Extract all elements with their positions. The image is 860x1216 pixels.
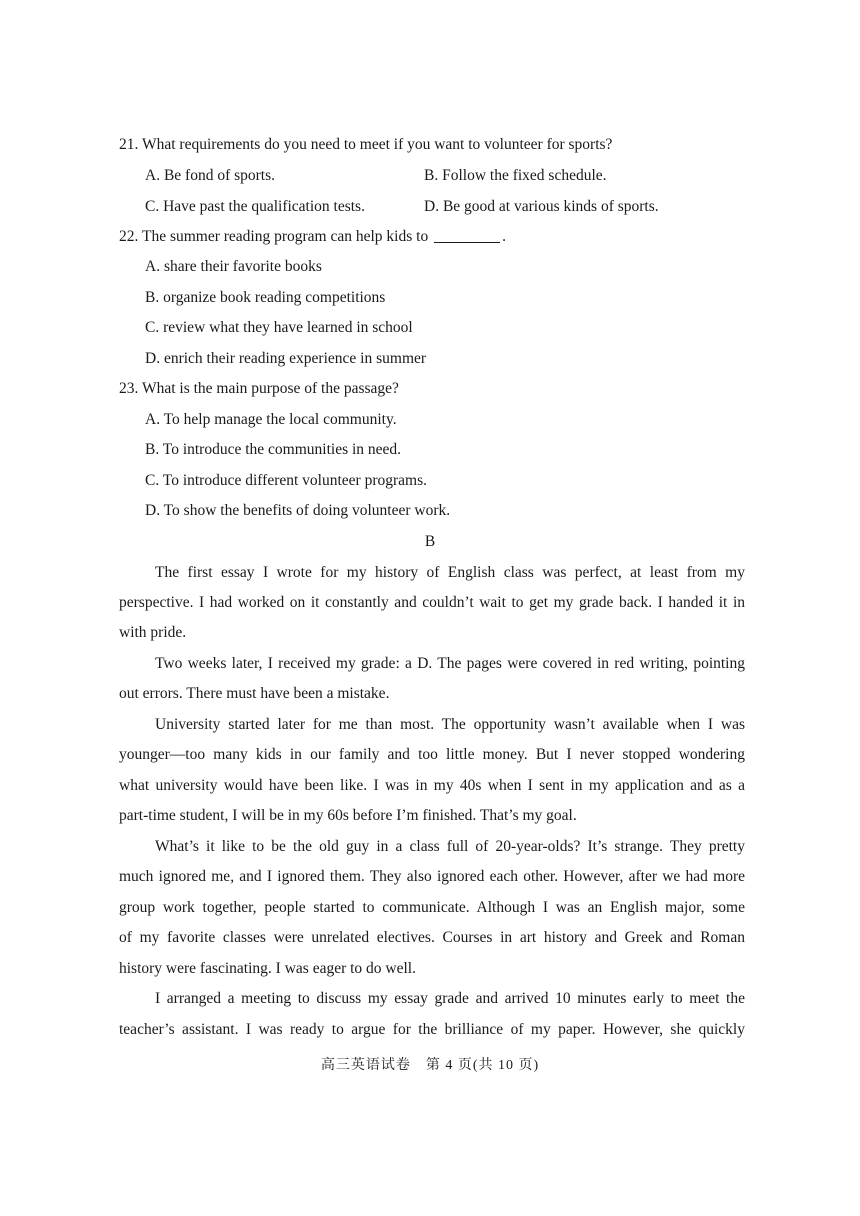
answer-blank — [434, 228, 500, 243]
passage-p1-line3: with pride. — [119, 624, 187, 641]
passage-p4-line1: What’s it like to be the old guy in a class full of 20-year-olds? It’s strange. They pretty — [155, 838, 745, 855]
passage-p5-line1: I arranged a meeting to discuss my essay grade and arrived 10 minutes early to meet the — [155, 990, 745, 1007]
question-22-stem-text: 22. The summer reading program can help kids to — [119, 228, 433, 245]
passage-p3-line1: University started later for me than most. The opportunity wasn’t available when I was — [155, 716, 745, 733]
passage-p2-line2: out errors. There must have been a mistake. — [119, 685, 390, 702]
question-23-option-d: D. To show the benefits of doing volunteer work. — [145, 502, 451, 519]
passage-p3-line3: what university would have been like. I was in my 40s when I sent in my application and as a — [119, 777, 745, 794]
passage-p3-line2: younger—too many kids in our family and too little money. But I never stopped wondering — [119, 746, 745, 763]
question-23-option-c: C. To introduce different volunteer programs. — [145, 472, 428, 489]
passage-p4-line5: history were fascinating. I was eager to do well. — [119, 960, 416, 977]
question-22-option-b: B. organize book reading competitions — [145, 289, 386, 306]
passage-p2-line1: Two weeks later, I received my grade: a D. The pages were covered in red writing, pointing — [155, 655, 745, 672]
question-21-option-a: A. Be fond of sports. — [145, 167, 276, 184]
question-23-option-b: B. To introduce the communities in need. — [145, 441, 402, 458]
question-23-stem: 23. What is the main purpose of the passage? — [119, 380, 399, 397]
passage-p3-line4: part-time student, I will be in my 60s before I’m finished. That’s my goal. — [119, 807, 577, 824]
section-title: B — [424, 533, 436, 550]
passage-p1-line1: The first essay I wrote for my history of English class was perfect, at least from my — [155, 564, 745, 581]
passage-p1-line2: perspective. I had worked on it constantly and couldn’t wait to get my grade back. I handed it in — [119, 594, 745, 611]
page-footer: 高三英语试卷 第 4 页(共 10 页) — [320, 1058, 540, 1073]
passage-p4-line4: of my favorite classes were unrelated electives. Courses in art history and Greek and Roman — [119, 929, 745, 946]
question-22-option-c: C. review what they have learned in school — [145, 319, 413, 336]
question-23-option-a: A. To help manage the local community. — [145, 411, 397, 428]
question-22-stem — [119, 227, 506, 247]
question-22-option-d: D. enrich their reading experience in summer — [145, 350, 427, 367]
question-21-option-c: C. Have past the qualification tests. — [145, 198, 365, 215]
question-21-option-d: D. Be good at various kinds of sports. — [424, 198, 659, 215]
question-21-stem: 21. What requirements do you need to meet if you want to volunteer for sports? — [119, 136, 613, 153]
passage-p4-line2: much ignored me, and I ignored them. They also ignored each other. However, after we had more — [119, 868, 745, 885]
question-21-option-b: B. Follow the fixed schedule. — [424, 167, 607, 184]
passage-p5-line2: teacher’s assistant. I was ready to argue for the brilliance of my paper. However, she quickly — [119, 1021, 745, 1038]
question-22-stem-end: . — [502, 228, 506, 245]
passage-p4-line3: group work together, people started to communicate. Although I was an English major, some — [119, 899, 745, 916]
question-22-option-a: A. share their favorite books — [145, 258, 322, 275]
